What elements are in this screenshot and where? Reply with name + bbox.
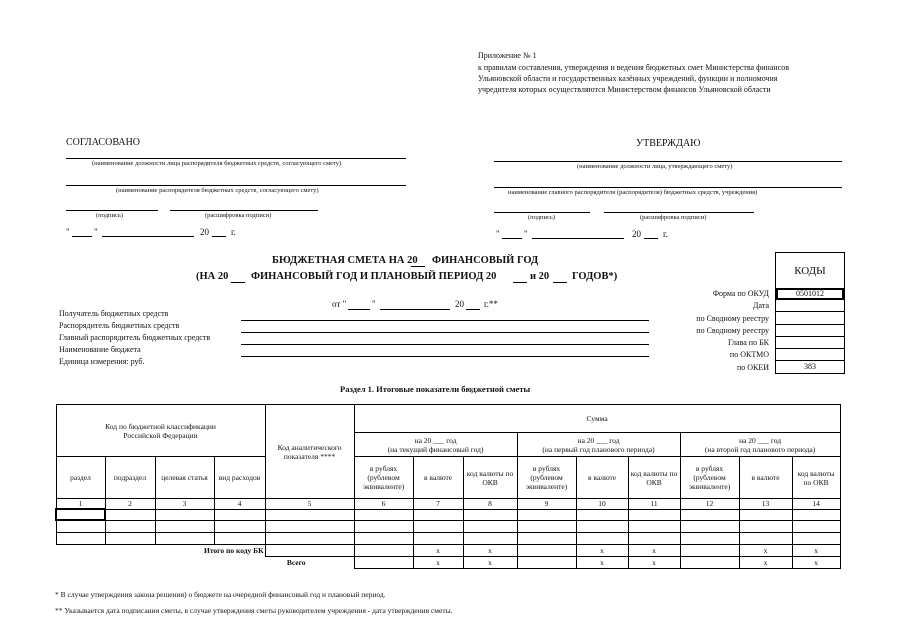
col-number: 2 [105,499,155,510]
x-mark: x [792,544,840,556]
total-row [56,556,840,568]
col-number: 12 [680,499,739,510]
date-from: от " [332,299,347,309]
approve-title: УТВЕРЖДАЮ [636,138,701,149]
appendix-title: Приложение № 1 [478,51,537,60]
budget-table [55,404,841,569]
period-year: год [770,435,782,445]
approve-sign-caption: (подпись) [528,214,555,221]
approve-caption-position: (наименование должности лица, утверждающего смету) [577,163,733,170]
col-number: 7 [413,499,463,510]
col-header: целевая статья [155,457,214,499]
period-year: год [446,435,457,445]
col-header: вид расходов [214,457,265,499]
recipient-label: Единица измерения: руб. [59,357,145,366]
code-value: 0501012 [776,288,844,300]
table-row [56,532,840,544]
heading-line1a: БЮДЖЕТНАЯ СМЕТА НА 20 [272,255,418,266]
appendix-line: к правилам составления, утверждения и ведения бюджетных смет Министерства финансов [478,63,789,72]
col-number: 6 [354,499,413,510]
codes-title: КОДЫ [775,252,845,289]
agreed-caption-name: (наименование распорядителя бюджетных средств, согласующего смету) [116,187,319,194]
agreed-year-prefix: 20 [200,227,209,237]
period-desc: (на первый год планового периода) [542,444,655,454]
col-number: 8 [463,499,517,510]
col-number: 1 [56,499,105,510]
col-header: в рублях (рублевом эквиваленте) [680,457,739,499]
agreed-sign-caption: (подпись) [96,212,123,219]
date-year: 20 [455,299,464,309]
period-desc: (на текущий финансовый год) [387,444,484,454]
heading-line2d: ГОДОВ*) [572,271,618,282]
period-first: на 20 ___ год (на первый год планового периода) [517,433,680,457]
col-header: в валюте [413,457,463,499]
x-mark: x [739,544,792,556]
x-mark: x [628,556,680,568]
code-label: Форма по ОКУД [712,289,769,298]
code-value [776,325,844,337]
recipient-label: Распорядитель бюджетных средств [59,321,180,330]
agreed-quote-open: " [66,227,70,237]
x-mark: x [739,556,792,568]
x-mark: x [792,556,840,568]
agreed-caption-position: (наименование должности лица распорядителя бюджетных средств, согласующего смету) [92,160,342,167]
appendix-line: Ульяновской области и государственных казённых учреждений, функции и полномочия [478,74,778,83]
col-header: код валюты по ОКВ [628,457,680,499]
number-row [56,499,840,510]
analytic-header: Код аналитического показателя **** [265,405,354,499]
heading-line2c: и 20 [530,271,550,282]
code-value [776,312,844,324]
col-header: код валюты по ОКВ [463,457,517,499]
x-mark: x [413,544,463,556]
col-header: в рублях (рублевом эквиваленте) [517,457,576,499]
code-value [776,337,844,349]
period-prefix: на 20 [414,435,432,445]
col-number: 3 [155,499,214,510]
col-header: код валюты по ОКВ [792,457,840,499]
total-bk-label: Итого по коду БК [204,545,264,555]
col-number: 13 [739,499,792,510]
col-header: в валюте [739,457,792,499]
col-number: 10 [576,499,628,510]
heading-line2b: ФИНАНСОВЫЙ ГОД И ПЛАНОВЫЙ ПЕРИОД 20 [251,271,497,282]
col-number: 5 [265,499,354,510]
code-label: по ОКТМО [729,350,769,360]
col-header: в валюте [576,457,628,499]
code-value [776,349,844,361]
period-prefix: на 20 [739,435,756,445]
code-label: по Сводному реестру [696,313,769,323]
code-label: Дата [753,301,769,311]
approve-decode-caption: (расшифровка подписи) [640,214,707,221]
col-header: подраздел [105,457,155,499]
period-prefix: на 20 [577,435,595,445]
heading-line2a: (НА 20 [196,271,229,282]
period-second: на 20 ___ год (на второй год планового периода) [680,433,840,457]
recipient-label: Главный распорядитель бюджетных средств [59,333,211,342]
col-number: 4 [214,499,265,510]
x-mark: x [413,556,463,568]
period-year: год [609,435,620,445]
table-row [56,520,840,532]
date-quote: " [372,299,376,309]
heading-line1b: ФИНАНСОВЫЙ ГОД [432,255,539,266]
total-label: Всего [286,557,306,567]
x-mark: x [576,556,628,568]
x-mark: x [463,544,517,556]
recipient-label: Получатель бюджетных средств [59,309,169,318]
col-number: 9 [517,499,576,510]
x-mark: x [628,544,680,556]
code-value [776,300,844,312]
code-label: Глава по БК [728,338,769,348]
code-label: по ОКЕИ [736,362,769,372]
col-number: 11 [628,499,680,510]
approve-quote-open: " [496,229,500,239]
col-header: в рублях (рублевом эквиваленте) [354,457,413,499]
approve-year-suffix: г. [663,229,668,239]
agreed-title: СОГЛАСОВАНО [66,137,141,148]
footnote: ** Указывается дата подписания сметы, в случае утверждения сметы руководителем учреждения - дата утверждения сметы. [55,606,453,615]
approve-quote-close: " [524,229,528,239]
agreed-year-suffix: г. [231,227,236,237]
section-title: Раздел 1. Итоговые показатели бюджетной сметы [340,384,531,394]
codes-labels [696,288,769,374]
table-row [56,509,840,520]
kbk-header: Код по бюджетной классификации Российской Федерации [56,405,265,457]
total-bk-row [56,544,840,556]
col-number: 14 [792,499,840,510]
period-desc: (на второй год планового периода) [704,444,816,454]
approve-year-prefix: 20 [632,229,641,239]
agreed-quote-close: " [94,227,98,237]
approve-caption-name: наименование главного распорядителя (распорядителя) бюджетных средств, учреждения) [508,189,758,196]
col-header: раздел [56,457,105,499]
sum-header: Сумма [354,405,840,433]
code-label: по Сводному реестру [696,325,769,335]
x-mark: x [463,556,517,568]
date-suffix: г.** [484,299,498,309]
appendix-line: учредителя которых осуществляются Министерством финансов Ульяновской области [478,85,771,94]
x-mark: x [576,544,628,556]
codes-table [775,288,845,374]
agreed-decode-caption: (расшифровка подписи) [205,212,272,219]
code-value: 383 [804,362,816,372]
recipient-label: Наименование бюджета [59,345,141,354]
footnote: * В случае утверждения закона решения) о бюджете на очередной финансовый год и плановый период. [55,590,386,599]
period-current: на 20 ___ год (на текущий финансовый год) [354,433,517,457]
